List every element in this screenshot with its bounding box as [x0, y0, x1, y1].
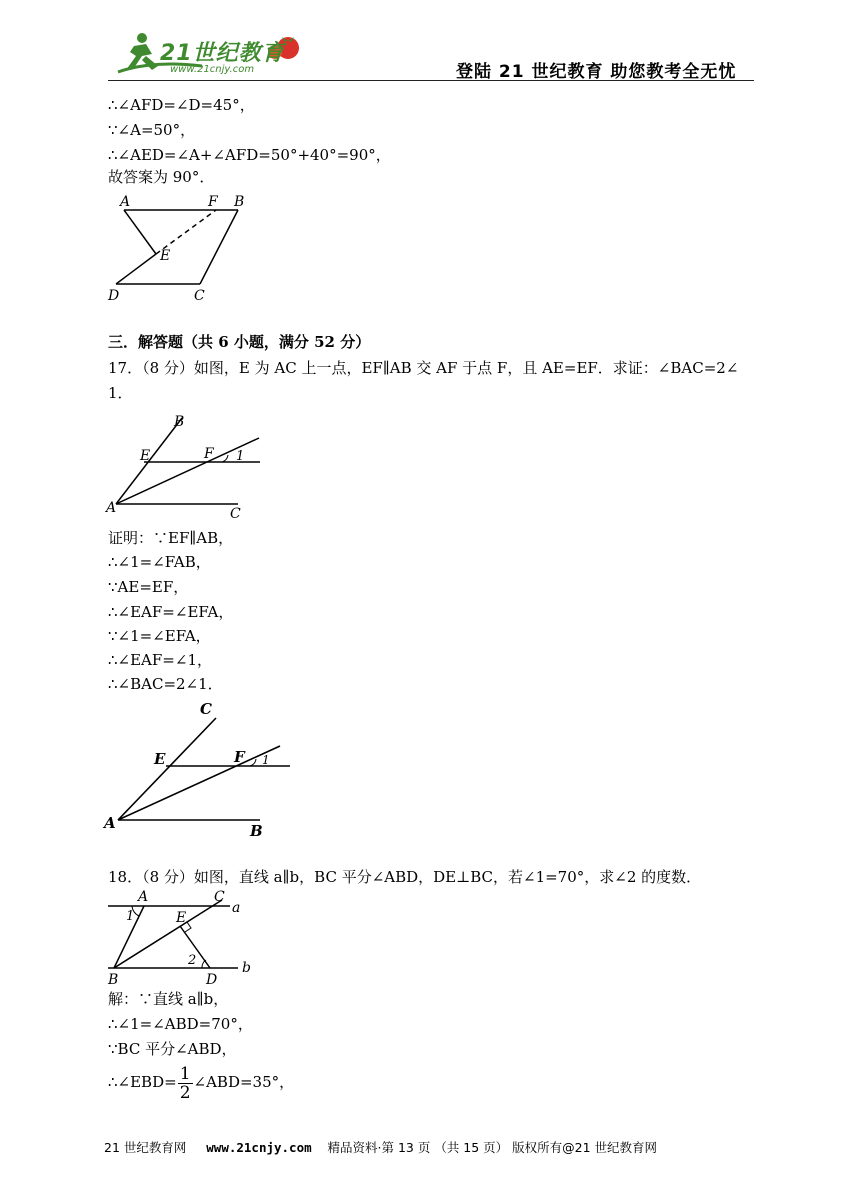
figure-q18	[104, 888, 264, 990]
q18-solution-line-3: ∵BC 平分∠ABD，	[108, 1040, 237, 1058]
logo-text: 21世纪教育	[160, 41, 285, 66]
q18-last-suffix: ∠ABD=35°，	[193, 1073, 295, 1091]
q17-proof-line-5: ∵∠1=∠EFA，	[108, 627, 211, 645]
header-title: 登陆 21 世纪教育 助您教考全无忧	[456, 62, 737, 82]
q18-last-prefix: ∴∠EBD=	[108, 1073, 177, 1091]
solution-line-3: ∴∠AED=∠A+∠AFD=50°+40°=90°，	[108, 146, 391, 164]
fraction-numerator: 1	[179, 1063, 191, 1084]
fig17a-label-1: 1	[236, 449, 245, 464]
solution-line-2: ∵∠A=50°，	[108, 121, 196, 139]
section-heading: 三．解答题（共 6 小题，满分 52 分）	[108, 333, 371, 351]
fig18-label-d: D	[206, 972, 218, 988]
fig17a-label-f: F	[204, 446, 214, 462]
logo-url: www.21cnjy.com	[170, 64, 255, 75]
fig18-label-1: 1	[126, 909, 135, 924]
fig17b-label-e: E	[154, 750, 166, 768]
fig16-label-f: F	[208, 194, 218, 210]
q18-solution-line-4	[108, 1062, 294, 1102]
fig16-label-a: A	[120, 194, 131, 210]
fig18-label-b-line: b	[242, 960, 251, 976]
figure-q17-a	[104, 408, 274, 523]
q17-proof-line-2: ∴∠1=∠FAB，	[108, 553, 211, 571]
footer-url[interactable]: www.21cnjy.com	[206, 1140, 312, 1155]
fraction-half	[178, 1065, 193, 1102]
header-logo	[112, 26, 312, 82]
solution-line-1: ∴∠AFD=∠D=45°，	[108, 96, 255, 114]
q17-statement-line-1: 17．（8 分）如图，E 为 AC 上一点，EF∥AB 交 AF 于点 F，且 AE=EF．求证：∠BAC=2∠	[108, 359, 739, 377]
footer-site: 21 世纪教育网	[104, 1140, 187, 1155]
fig17a-label-a: A	[106, 500, 117, 516]
fig16-label-e: E	[160, 248, 171, 264]
figure-q17-b	[100, 698, 295, 840]
fig17a-label-b: B	[174, 414, 185, 430]
q17-proof-line-3: ∵AE=EF，	[108, 578, 189, 596]
q18-solution-line-1: 解：∵直线 a∥b，	[108, 990, 229, 1008]
q17-proof-line-4: ∴∠EAF=∠EFA，	[108, 603, 234, 621]
q17-proof-line-6: ∴∠EAF=∠1，	[108, 651, 212, 669]
fig16-label-d: D	[108, 288, 120, 304]
footer	[104, 1138, 657, 1156]
fraction-denominator: 2	[179, 1082, 191, 1103]
figure-q16	[104, 190, 254, 305]
footer-info: 精品资料·第 13 页 （共 15 页） 版权所有@21 世纪教育网	[327, 1140, 658, 1155]
q17-statement-line-2: 1．	[108, 384, 133, 402]
fig17a-label-e: E	[140, 448, 151, 464]
fig18-label-a: A	[138, 889, 149, 905]
solution-line-4: 故答案为 90°．	[108, 168, 215, 186]
fig17b-label-1: 1	[262, 753, 270, 767]
fig16-label-c: C	[194, 288, 205, 304]
fig18-label-e: E	[176, 910, 187, 926]
fig18-label-c: C	[214, 889, 225, 905]
fig18-label-2: 2	[188, 953, 197, 968]
fig17b-label-f: F	[234, 748, 245, 766]
fig17b-label-b: B	[250, 822, 263, 840]
q17-proof-line-1: 证明：∵EF∥AB，	[108, 529, 234, 547]
q18-solution-line-2: ∴∠1=∠ABD=70°，	[108, 1015, 253, 1033]
fig17b-label-a: A	[104, 814, 116, 832]
q17-proof-line-7: ∴∠BAC=2∠1．	[108, 675, 223, 693]
fig16-label-b: B	[234, 194, 245, 210]
fig17a-label-c: C	[230, 506, 241, 522]
fig18-label-b: B	[108, 972, 119, 988]
q18-statement: 18．（8 分）如图，直线 a∥b，BC 平分∠ABD，DE⊥BC，若∠1=70°，求∠2 的度数．	[108, 868, 702, 886]
fig17b-label-c: C	[200, 700, 212, 718]
fig18-label-a-line: a	[232, 900, 241, 916]
header-rule	[108, 80, 754, 81]
